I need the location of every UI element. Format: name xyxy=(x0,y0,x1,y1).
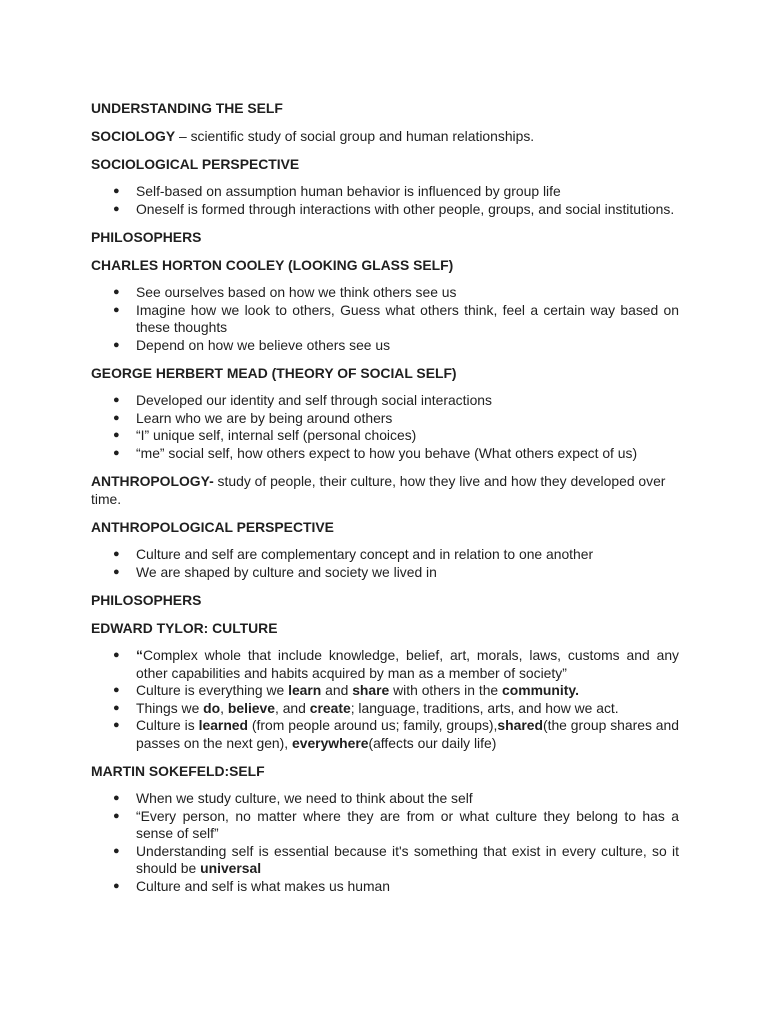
list-item xyxy=(91,878,679,896)
text-run: , xyxy=(220,699,228,716)
bullet-icon: ● xyxy=(113,303,120,316)
bold-text: “ xyxy=(136,647,143,663)
section-heading-philosophers: PHILOSOPHERS xyxy=(91,229,202,245)
bold-text: shared xyxy=(497,717,543,733)
text-run: , and xyxy=(274,699,310,716)
bullet-icon: ● xyxy=(113,844,120,857)
anthropology-definition xyxy=(91,472,679,508)
bullet-icon: ● xyxy=(113,286,120,298)
anthropology-term: ANTHROPOLOGY- xyxy=(91,473,214,489)
bold-text: everywhere xyxy=(292,734,369,751)
anthropology-text: study of people, their culture, how they live and how they developed over time. xyxy=(91,473,666,507)
text-run: Things we xyxy=(136,699,204,716)
list-item: ● Oneself is formed through interactions with other people, groups, and social institutions. xyxy=(113,200,675,217)
bold-text: learn xyxy=(288,682,322,698)
text-run: with others in the xyxy=(389,682,503,698)
bullet-icon: ● xyxy=(113,565,120,578)
bullet-icon: ● xyxy=(113,719,120,731)
list-item: ● Depend on how we believe others see us xyxy=(113,336,391,353)
section-heading-mead: GEORGE HERBERT MEAD (THEORY OF SOCIAL SELF) xyxy=(91,365,457,381)
bold-text: share xyxy=(352,682,390,698)
bullet-icon: ● xyxy=(113,684,120,696)
text-run: Culture is everything we xyxy=(136,682,289,698)
list-item: ● Learn who we are by being around others xyxy=(113,409,393,426)
text-run: ; language, traditions, arts, and how we act. xyxy=(350,699,619,716)
bold-text: create xyxy=(309,699,351,716)
sociology-term: SOCIOLOGY xyxy=(91,128,176,144)
bold-text: believe xyxy=(227,699,275,716)
section-heading-tylor: EDWARD TYLOR: CULTURE xyxy=(91,620,278,636)
list-item: ● Imagine how we look to others, Guess what others think, feel a certain way based on these thoughts xyxy=(113,301,679,335)
sociology-definition xyxy=(91,127,679,145)
list-item: ● See ourselves based on how we think others see us xyxy=(113,284,457,300)
list-item xyxy=(91,717,679,752)
list-item: ● Culture and self are complementary concept and in relation to one another xyxy=(113,546,594,562)
page-title: UNDERSTANDING THE SELF xyxy=(91,100,283,116)
section-heading-sociological-perspective: SOCIOLOGICAL PERSPECTIVE xyxy=(91,156,300,172)
list-item xyxy=(91,808,679,843)
section-heading-sokefeld: MARTIN SOKEFELD:SELF xyxy=(91,763,265,779)
list-item: ● “I” unique self, internal self (personal choices) xyxy=(113,427,417,443)
bullet-icon: ● xyxy=(113,879,120,892)
text-run: Culture and self is what makes us human xyxy=(136,877,391,894)
document-body xyxy=(91,99,679,895)
bullet-icon: ● xyxy=(113,394,120,406)
bullet-icon: ● xyxy=(113,411,120,424)
list-item: ● We are shaped by culture and society we lived in xyxy=(113,563,437,580)
bullet-icon: ● xyxy=(113,701,120,714)
list-item xyxy=(91,790,679,808)
list-item: ● “me” social self, how others expect to how you behave (What others expect of us) xyxy=(113,444,638,461)
bullet-icon: ● xyxy=(113,548,120,560)
bullet-icon: ● xyxy=(113,202,120,215)
bullet-icon: ● xyxy=(113,809,120,822)
cooley-list xyxy=(91,284,679,354)
mead-list xyxy=(91,392,679,462)
sociological-perspective-list xyxy=(91,183,679,218)
text-run: Understanding self is essential because it's something that exist in every culture, so it should be xyxy=(136,842,679,876)
list-item xyxy=(91,843,679,878)
sociology-text: – scientific study of social group and human relationships. xyxy=(175,128,535,144)
bullet-icon: ● xyxy=(113,338,120,351)
list-item xyxy=(91,647,679,682)
text-run: (affects our daily life) xyxy=(368,734,497,751)
text-run: “Every person, no matter where they are from or what culture they belong to has a sense of self” xyxy=(136,807,679,841)
sokefeld-list xyxy=(91,790,679,895)
section-heading-philosophers-2: PHILOSOPHERS xyxy=(91,592,202,608)
anthropological-perspective-list xyxy=(91,546,679,581)
section-heading-cooley: CHARLES HORTON COOLEY (LOOKING GLASS SELF) xyxy=(91,257,454,273)
text-run: Culture is xyxy=(136,717,199,733)
bold-text: universal xyxy=(200,860,262,876)
list-item xyxy=(91,682,679,700)
list-item xyxy=(91,700,679,718)
text-run: and xyxy=(321,682,353,698)
bullet-icon: ● xyxy=(113,649,120,661)
tylor-list xyxy=(91,647,679,752)
section-heading-anthropological-perspective: ANTHROPOLOGICAL PERSPECTIVE xyxy=(91,519,334,535)
text-run: (from people around us; family, groups), xyxy=(248,717,498,733)
bullet-icon: ● xyxy=(113,185,120,197)
list-item: ● Developed our identity and self through social interactions xyxy=(113,392,492,408)
text-run: (the group shares and passes on the next gen), xyxy=(136,717,679,751)
bold-text: community. xyxy=(502,682,579,698)
bullet-icon: ● xyxy=(113,446,120,459)
text-run: Complex whole that include knowledge, belief, art, morals, laws, customs and any other capabilities and habits acquired by man as a member of society” xyxy=(136,647,679,681)
bold-text: do xyxy=(203,699,221,716)
bullet-icon: ● xyxy=(113,429,120,441)
bullet-icon: ● xyxy=(113,792,120,804)
list-item: ● Self-based on assumption human behavior is influenced by group life xyxy=(113,183,561,199)
bold-text: learned xyxy=(198,717,249,733)
text-run: When we study culture, we need to think about the self xyxy=(136,790,473,806)
